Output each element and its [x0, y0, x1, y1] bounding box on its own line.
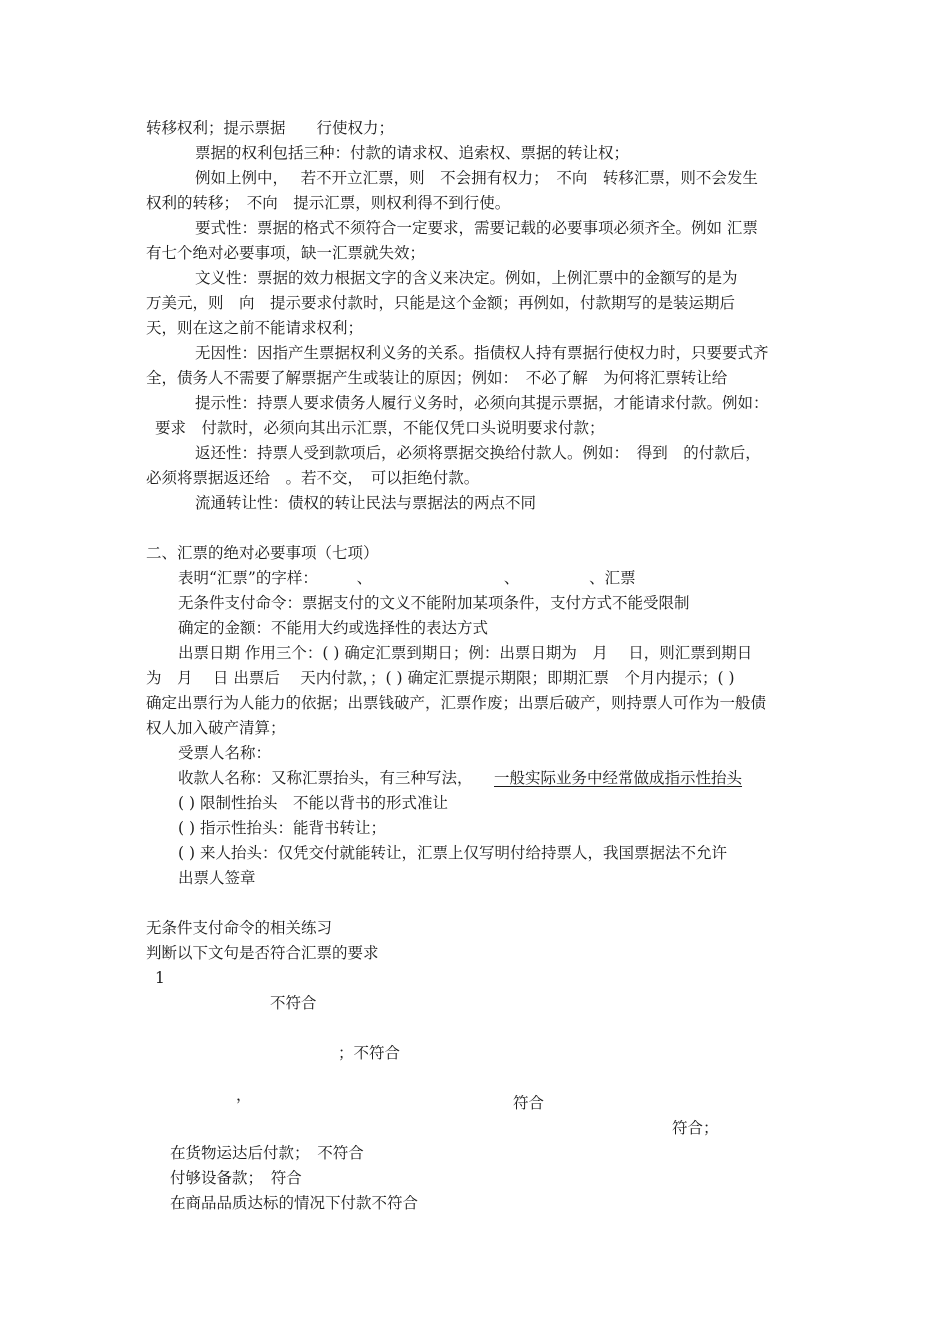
- text-line: 文义性：票据的效力根据文字的含义来决定。例如，上例汇票中的金额写的是为: [195, 269, 738, 287]
- text-line: 转移权利；提示票据 行使权力；: [146, 119, 395, 137]
- text-line: 出票日期 作用三个：( ) 确定汇票到期日；例：出票日期为 月 日，则汇票到期日: [178, 644, 753, 662]
- text-line: 付够设备款； 符合: [170, 1169, 302, 1187]
- section-heading: 二、汇票的绝对必要事项（七项）: [146, 544, 379, 562]
- underlined-note: 一般实际业务中经常做成指示性抬头: [494, 769, 743, 787]
- text-line: 全，债务人不需要了解票据产生或装让的原因；例如： 不必了解 为何将汇票转让给: [146, 369, 728, 387]
- text-line: 提示性：持票人要求债务人履行义务时，必须向其提示票据，才能请求付款。例如：: [195, 394, 769, 412]
- text-line: 有七个绝对必要事项，缺一汇票就失效；: [146, 244, 426, 262]
- text-line: ( ) 限制性抬头 不能以背书的形式准让: [178, 794, 448, 812]
- text-line: 无因性：因指产生票据权利义务的关系。指债权人持有票据行使权力时，只要要式齐: [195, 344, 769, 362]
- exercise-number: 1: [155, 969, 165, 987]
- text-line: 返还性：持票人受到款项后，必须将票据交换给付款人。例如： 得到 的付款后，: [195, 444, 761, 462]
- text-line: 权人加入破产清算；: [146, 719, 286, 737]
- exercise-title: 无条件支付命令的相关练习: [146, 919, 333, 937]
- text-line: 必须将票据返还给 。若不交， 可以拒绝付款。: [146, 469, 480, 487]
- text-line: 判断以下文句是否符合汇票的要求: [146, 944, 379, 962]
- text-line: 流通转让性：债权的转让民法与票据法的两点不同: [195, 494, 537, 512]
- text-line: 万美元，则 向 提示要求付款时，只能是这个金额；再例如，付款期写的是装运期后: [146, 294, 736, 312]
- text-line: 收款人名称：又称汇票抬头，有三种写法，: [178, 769, 473, 787]
- text-line: 表明“汇票”的字样： 、 、 、汇票: [178, 569, 636, 587]
- text-line: 在货物运达后付款； 不符合: [170, 1144, 364, 1162]
- text-line: ( ) 指示性抬头：能背书转让；: [178, 819, 386, 837]
- text-line: 确定出票行为人能力的依据；出票钱破产，汇票作废；出票后破产，则持票人可作为一般债: [146, 694, 767, 712]
- answer-text: 不符合: [270, 994, 317, 1012]
- text-line: 例如上例中， 若不开立汇票，则 不会拥有权力； 不向 转移汇票，则不会发生: [195, 169, 758, 187]
- answer-text: 符合: [513, 1094, 545, 1112]
- text-line: 在商品品质达标的情况下付款不符合: [170, 1194, 419, 1212]
- text-line: ( ) 来人抬头：仅凭交付就能转让，汇票上仅写明付给持票人，我国票据法不允许: [178, 844, 727, 862]
- text-line: 确定的金额：不能用大约或选择性的表达方式: [178, 619, 489, 637]
- text-line: 票据的权利包括三种：付款的请求权、追索权、票据的转让权；: [195, 144, 630, 162]
- answer-text: ；不符合: [338, 1044, 401, 1062]
- text-line: 为 月 日 出票后 天内付款，；( ) 确定汇票提示期限；即期汇票 个月内提示；( ): [146, 669, 735, 687]
- text-line: 天，则在这之前不能请求权利；: [146, 319, 364, 337]
- text-line: 要式性：票据的格式不须符合一定要求，需要记载的必要事项必须齐全。例如 汇票: [195, 219, 758, 237]
- text-line: 要求 付款时，必须向其出示汇票，不能仅凭口头说明要求付款；: [155, 419, 605, 437]
- answer-text: 符合；: [672, 1119, 719, 1137]
- text-line: 无条件支付命令：票据支付的文义不能附加某项条件，支付方式不能受限制: [178, 594, 690, 612]
- text-line: 受票人名称：: [178, 744, 272, 762]
- text-line: 权利的转移； 不向 提示汇票，则权利得不到行使。: [146, 194, 511, 212]
- text-line: ，: [236, 1086, 252, 1104]
- text-line: 出票人签章: [178, 869, 256, 887]
